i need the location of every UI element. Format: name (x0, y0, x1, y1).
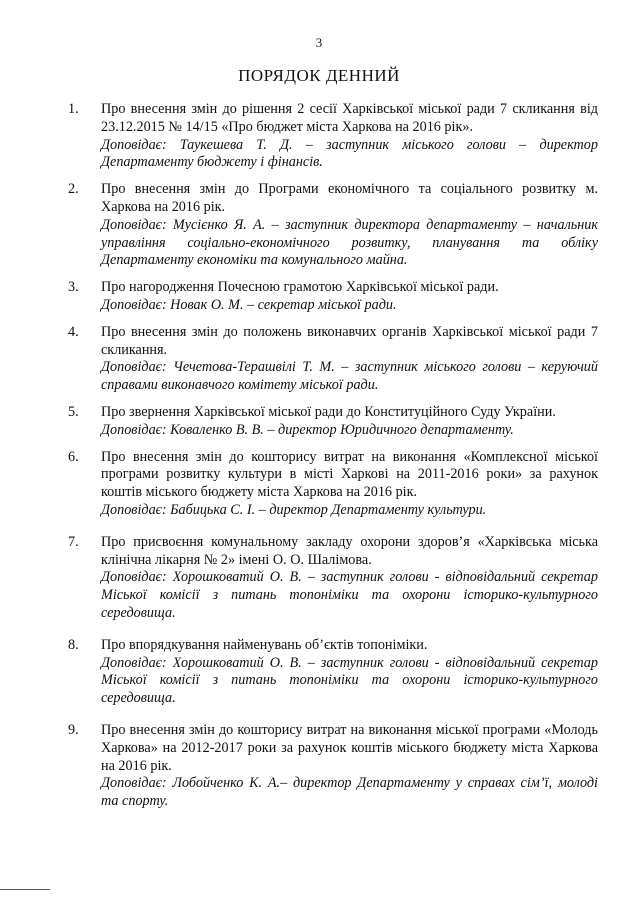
agenda-item-7 (68, 534, 598, 623)
item-speaker: Доповідає: Бабицька С. І. – директор Департаменту культури. (101, 501, 487, 518)
item-text: Про присвоєння комунальному закладу охорони здоров’я «Харківська міська клінічна лікарня № 2» імені О. О. Шалімова. (101, 533, 598, 568)
item-speaker: Доповідає: Хорошковатий О. В. – заступник голови - відповідальний секретар Міської комісії з питань топоніміки та охорони історико-культурного середовища. (101, 569, 598, 621)
page-number: 3 (315, 35, 323, 50)
item-text: Про внесення змін до кошторису витрат на виконання міської програми «Молодь Харкова» на 2012-2017 роки за рахунок коштів міського бюджету міста Харкова на 2016 рік. (101, 721, 598, 774)
item-number: 3. (68, 279, 79, 296)
item-text: Про нагородження Почесною грамотою Харківської міської ради. (101, 279, 499, 296)
item-number: 7. (68, 533, 79, 550)
item-number: 1. (68, 101, 79, 117)
item-number: 6. (68, 448, 79, 465)
item-speaker: Доповідає: Мусієнко Я. А. – заступник директора департаменту – начальник управління соціально-економічного розвитку, планування та обліку Департаменту економіки та комунального майна. (101, 216, 598, 269)
agenda-item-5 (68, 404, 598, 440)
footer-rule (0, 889, 50, 890)
agenda-list (68, 101, 598, 820)
page-title: ПОРЯДОК ДЕННИЙ (238, 66, 400, 85)
item-speaker: Доповідає: Лобойченко К. А.– директор Департаменту у справах сім’ї, молоді та спорту. (101, 775, 598, 810)
item-speaker: Доповідає: Хорошковатий О. В. – заступник голови - відповідальний секретар Міської комісії з питань топоніміки та охорони історико-культурного середовища. (101, 654, 598, 707)
agenda-item-6 (68, 449, 598, 520)
item-number: 4. (68, 323, 79, 340)
item-speaker: Доповідає: Коваленко В. В. – директор Юридичного департаменту. (101, 421, 514, 438)
item-text: Про внесення змін до Програми економічного та соціального розвитку м. Харкова на 2016 рік. (101, 181, 598, 215)
agenda-item-1 (68, 101, 598, 172)
item-text: Про внесення змін до рішення 2 сесії Харківської міської ради 7 скликання від 23.12.2015 № 14/15 «Про бюджет міста Харкова на 2016 рік». (101, 101, 598, 135)
item-text: Про впорядкування найменувань об’єктів топоніміки. (101, 636, 428, 653)
item-text: Про внесення змін до положень виконавчих органів Харківської міської ради 7 скликання. (101, 323, 598, 358)
item-number: 8. (68, 636, 79, 653)
item-text: Про звернення Харківської міської ради до Конституційного Суду України. (101, 403, 556, 420)
item-speaker: Доповідає: Новак О. М. – секретар міської ради. (101, 296, 397, 313)
agenda-item-9 (68, 722, 598, 811)
agenda-item-2 (68, 181, 598, 270)
item-speaker: Доповідає: Таукешева Т. Д. – заступник міського голови – директор Департаменту бюджету і фінансів. (101, 136, 598, 171)
item-text: Про внесення змін до кошторису витрат на виконання «Комплексної міської програми розвитку культури в місті Харкові на 2011-2016 роки» за рахунок коштів міського бюджету міста Харкова на 2016 рік. (101, 448, 598, 501)
item-number: 2. (68, 181, 79, 198)
item-number: 5. (68, 403, 79, 420)
item-number: 9. (68, 721, 79, 738)
agenda-item-4 (68, 324, 598, 395)
agenda-item-8 (68, 637, 598, 708)
item-speaker: Доповідає: Чечетова-Терашвілі Т. М. – заступник міського голови – керуючий справами виконавчого комітету міської ради. (101, 359, 598, 394)
agenda-item-3 (68, 279, 598, 315)
